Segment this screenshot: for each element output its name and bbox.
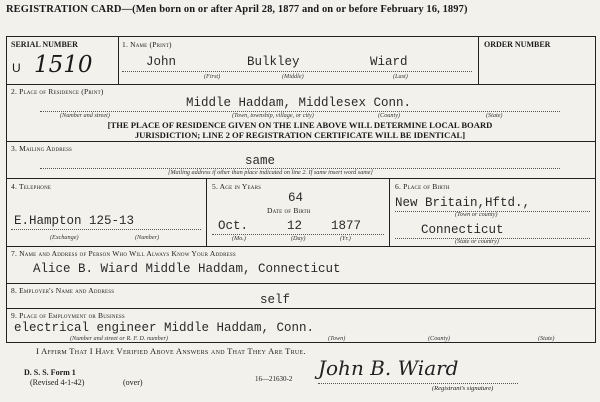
dob-day: 12: [287, 219, 303, 233]
telephone-label: 4. Telephone: [11, 182, 52, 191]
order-label: ORDER NUMBER: [484, 40, 551, 49]
serial-prefix: U: [12, 61, 21, 75]
dob-year: 1877: [331, 219, 362, 233]
rule-age-divider: [389, 178, 390, 246]
rule-8: [6, 308, 596, 309]
telephone-line: [11, 229, 201, 230]
name-label: 1. Name (Print): [122, 40, 172, 49]
rule-serial-divider: [118, 36, 119, 84]
birthplace-town: New Britain,Hftd.,: [395, 196, 531, 210]
dob-label: Date of Birth: [267, 206, 311, 215]
cap-emp-state: (State): [538, 335, 555, 342]
serial-label: SERIAL NUMBER: [11, 40, 78, 49]
rule-3: [6, 178, 596, 179]
cap-day: (Day): [291, 235, 306, 242]
affirmation-text: I Affirm That I Have Verified Above Answers and That They Are True.: [36, 346, 306, 356]
cap-birth-state: (State or country): [455, 238, 499, 245]
form-revised: (Revised 4-1-42): [30, 378, 85, 387]
rule-tel-divider: [206, 178, 207, 246]
residence-warning-1: [THE PLACE OF RESIDENCE GIVEN ON THE LINE ABOVE WILL DETERMINE LOCAL BOARD: [107, 120, 493, 130]
employment-label: 9. Place of Employment or Business: [11, 311, 125, 320]
age-label: 5. Age in Years: [212, 182, 262, 191]
rule-2: [6, 141, 596, 142]
age-value: 64: [288, 191, 304, 205]
residence-label: 2. Place of Residence (Print): [11, 87, 104, 96]
residence-value: Middle Haddam, Middlesex Conn.: [186, 96, 412, 110]
cap-number: (Number): [135, 234, 160, 241]
name-line: [122, 71, 472, 72]
rule-right: [595, 36, 596, 342]
birthplace-label: 6. Place of Birth: [395, 182, 450, 191]
cap-yr: (Yr.): [340, 235, 351, 242]
mailing-caption: [Mailing address if other than place indicated on line 2. If same insert word same]: [168, 169, 373, 176]
cap-last: (Last): [393, 73, 408, 80]
cap-res-county: (County): [378, 112, 400, 119]
cap-mo: (Mo.): [232, 235, 246, 242]
cap-middle: (Middle): [282, 73, 304, 80]
serial-value: 1510: [34, 52, 93, 78]
employer-value: self: [260, 293, 291, 307]
name-last: Wiard: [370, 55, 408, 69]
mailing-label: 3. Mailing Address: [11, 144, 73, 153]
birthplace-state: Connecticut: [421, 223, 504, 237]
cap-emp-street: (Number and street or R. F. D. number): [70, 335, 168, 342]
contact-value: Alice B. Wiard Middle Haddam, Connecticut: [33, 262, 341, 276]
rule-left: [6, 36, 7, 342]
print-code: 16—21630-2: [255, 375, 293, 383]
cap-emp-county: (County): [428, 335, 450, 342]
registrant-signature: John B. Wiard: [318, 356, 459, 380]
cap-res-street: (Number and street): [60, 112, 110, 119]
cap-exchange: (Exchange): [50, 234, 79, 241]
cap-birth-town: (Town or county): [455, 211, 498, 218]
rule-1: [6, 84, 596, 85]
cap-res-state: (State): [486, 112, 503, 119]
dob-month: Oct.: [218, 219, 249, 233]
contact-label: 7. Name and Address of Person Who Will Always Know Your Address: [11, 249, 236, 258]
name-middle: Bulkley: [247, 55, 300, 69]
employer-label: 8. Employer's Name and Address: [11, 286, 115, 295]
over-note: (over): [123, 378, 143, 387]
rule-order-divider: [478, 36, 479, 84]
residence-warning-2: JURISDICTION; LINE 2 OF REGISTRATION CERTIFICATE WILL BE IDENTICAL]: [134, 130, 466, 140]
rule-top: [6, 36, 596, 37]
rule-9: [6, 342, 596, 343]
cap-emp-town: (Town): [328, 335, 346, 342]
card-title: REGISTRATION CARD—(Men born on or after April 28, 1877 and on or before February 16, 1897): [6, 4, 468, 15]
name-first: John: [146, 55, 177, 69]
rule-7: [6, 283, 596, 284]
rule-4: [6, 246, 596, 247]
employment-value: electrical engineer Middle Haddam, Conn.: [14, 321, 315, 335]
mailing-value: same: [245, 154, 276, 168]
form-number: D. S. S. Form 1: [24, 368, 76, 377]
signature-caption: (Registrant's signature): [432, 385, 494, 392]
cap-first: (First): [204, 73, 221, 80]
telephone-value: E.Hampton 125-13: [14, 214, 135, 228]
cap-res-town: (Town, township, village, or city): [232, 112, 314, 119]
signature-line: [318, 383, 518, 384]
